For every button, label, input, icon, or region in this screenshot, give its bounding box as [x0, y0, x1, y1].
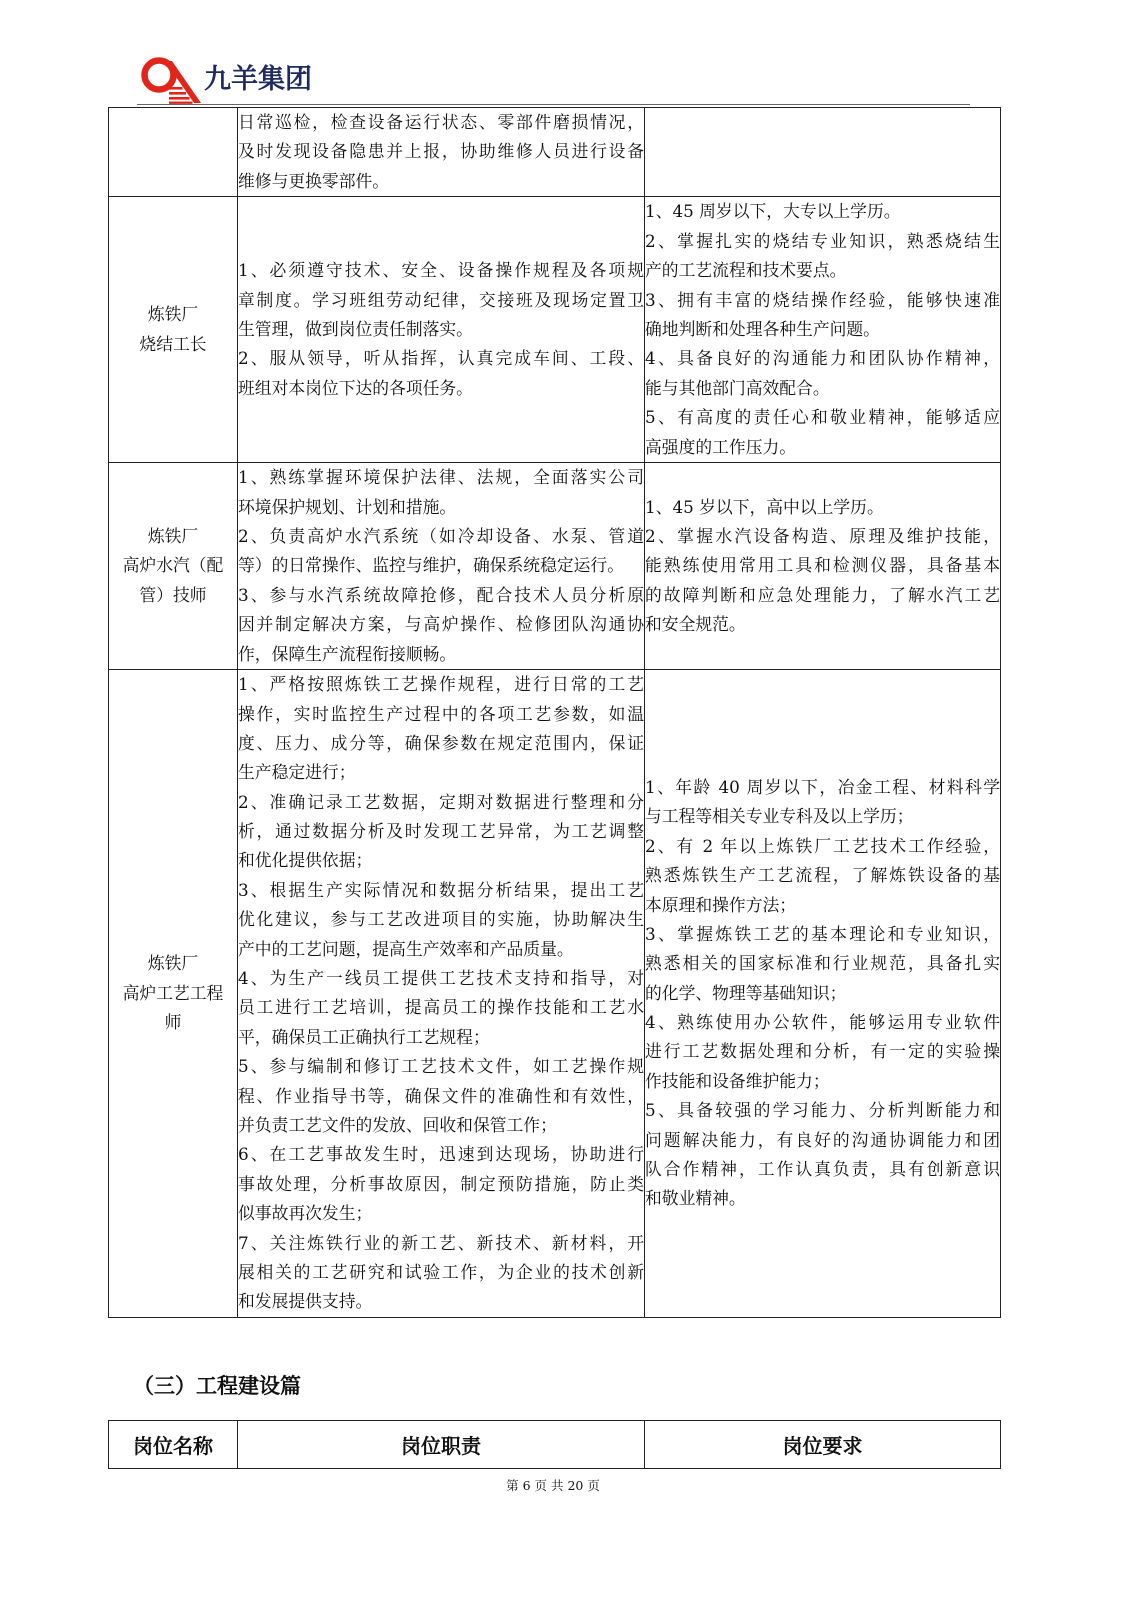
duty-line: 2、服从领导，听从指挥，认真完成车间、工段、	[238, 348, 644, 369]
duty-line: 作，保障生产流程衔接顺畅。	[238, 643, 457, 664]
job-table-continued	[108, 107, 1001, 1318]
duty-line: 及时发现设备隐患并上报，协助维修人员进行设备	[238, 141, 644, 162]
requirement-item	[645, 403, 1000, 462]
requirement-line: 的化学、物理等基础知识；	[645, 982, 847, 1003]
requirement-line: 进行工艺数据处理和分析，有一定的实验操	[645, 1041, 1000, 1062]
header-divider	[137, 104, 970, 105]
duty-line: 操作，实时监控生产过程中的各项工艺参数，如温	[238, 703, 644, 724]
requirement-line: 4、熟练使用办公软件，能够运用专业软件	[645, 1012, 1000, 1033]
requirement-item	[645, 493, 1000, 522]
duty-line: 章制度。学习班组劳动纪律，交接班及现场定置卫	[238, 289, 644, 310]
requirement-item	[645, 773, 1000, 832]
duty-line: 7、关注炼铁行业的新工艺、新技术、新材料，开	[238, 1232, 644, 1253]
duty-item	[238, 1229, 644, 1317]
requirement-line: 与工程等相关专业专科及以上学历；	[645, 806, 914, 827]
requirement-item	[645, 1008, 1000, 1096]
requirement-line: 队合作精神，工作认真负责，具有创新意识	[645, 1159, 1000, 1180]
duties-cell	[238, 463, 645, 670]
duty-line: 1、熟练掌握环境保护法律、法规，全面落实公司	[238, 467, 644, 488]
page-number: 第 6 页 共 20 页	[506, 1478, 600, 1493]
duties-cell	[238, 669, 645, 1317]
duty-line: 生产稳定进行；	[238, 762, 356, 783]
position-name-line: 师	[164, 1012, 182, 1033]
duty-line: 4、为生产一线员工提供工艺技术支持和指导，对	[238, 968, 644, 989]
section-title: （三）工程建设篇	[133, 1374, 301, 1398]
duty-line: 环境保护规划、计划和措施。	[238, 496, 457, 517]
table-row	[109, 463, 1001, 670]
requirement-item	[645, 1096, 1000, 1214]
duty-line: 5、参与编制和修订工艺技术文件，如工艺操作规	[238, 1056, 644, 1077]
duty-item	[238, 1052, 644, 1140]
requirement-line: 能熟练使用常用工具和检测仪器，具备基本	[645, 555, 1000, 576]
duty-line: 日常巡检，检查设备运行状态、零部件磨损情况，	[238, 112, 644, 132]
position-name-line: 高炉水汽（配	[122, 555, 224, 576]
table-header-row	[109, 1421, 1001, 1469]
duty-line: 展相关的工艺研究和试验工作，为企业的技术创新	[238, 1261, 644, 1282]
duty-item	[238, 788, 644, 876]
position-name-line: 炼铁厂	[147, 953, 199, 974]
duty-line: 产中的工艺问题，提高生产效率和产品质量。	[238, 938, 574, 959]
header-position-name: 岗位名称	[109, 1421, 238, 1469]
duty-line: 和发展提供支持。	[238, 1291, 373, 1312]
duty-item	[238, 522, 644, 581]
duty-item	[238, 344, 644, 403]
position-name-line: 管）技师	[139, 584, 207, 605]
requirement-item	[645, 227, 1000, 286]
requirement-item	[645, 832, 1000, 920]
requirement-line: 2、掌握扎实的烧结专业知识，熟悉烧结生	[645, 230, 1000, 251]
duty-item	[238, 108, 644, 196]
requirement-line: 5、具备较强的学习能力、分析判断能力和	[645, 1100, 1000, 1121]
requirement-line: 熟悉相关的国家标准和行业规范，具备扎实	[645, 953, 1000, 974]
requirement-line: 2、有 2 年以上炼铁厂工艺技术工作经验，	[645, 835, 1000, 856]
duty-line: 并负责工艺文件的发放、回收和保管工作；	[238, 1114, 557, 1135]
requirement-item	[645, 197, 1000, 226]
company-logo-text: 九羊集团	[204, 64, 312, 95]
duty-line: 3、根据生产实际情况和数据分析结果，提出工艺	[238, 879, 644, 900]
position-name-line: 烧结工长	[139, 333, 207, 354]
requirement-line: 高强度的工作压力。	[645, 436, 797, 457]
requirement-line: 3、拥有丰富的烧结操作经验，能够快速准	[645, 289, 1000, 310]
job-table-engineering	[108, 1420, 1001, 1469]
requirement-item	[645, 920, 1000, 1008]
requirement-line: 熟悉炼铁生产工艺流程，了解炼铁设备的基	[645, 865, 1000, 886]
requirement-item	[645, 286, 1000, 345]
position-cell	[109, 463, 238, 670]
requirements-cell	[645, 108, 1001, 197]
duty-line: 1、必须遵守技术、安全、设备操作规程及各项规	[238, 260, 644, 281]
table-row	[109, 197, 1001, 463]
duties-cell	[238, 197, 645, 463]
duty-line: 优化建议，参与工艺改进项目的实施，协助解决生	[238, 909, 644, 930]
duty-line: 6、在工艺事故发生时，迅速到达现场，协助进行	[238, 1144, 644, 1165]
duty-line: 和优化提供依据；	[238, 850, 373, 871]
duty-line: 员工进行工艺培训，提高员工的操作技能和工艺水	[238, 997, 644, 1018]
duty-line: 事故处理，分析事故原因，制定预防措施，防止类	[238, 1173, 644, 1194]
duty-item	[238, 1140, 644, 1228]
requirement-line: 和敬业精神。	[645, 1188, 746, 1209]
duty-line: 似事故再次发生；	[238, 1203, 373, 1224]
requirement-line: 1、45 岁以下，高中以上学历。	[645, 496, 884, 517]
duty-line: 2、准确记录工艺数据，定期对数据进行整理和分	[238, 791, 644, 812]
duty-item	[238, 964, 644, 1052]
requirement-line: 作技能和设备维护能力；	[645, 1070, 830, 1091]
header-duties: 岗位职责	[238, 1421, 645, 1469]
requirements-cell	[645, 669, 1001, 1317]
requirement-line: 和安全规范。	[645, 614, 746, 635]
duty-line: 程、作业指导书等，确保文件的准确性和有效性，	[238, 1085, 644, 1106]
requirement-line: 确地判断和处理各种生产问题。	[645, 318, 880, 339]
table-row	[109, 669, 1001, 1317]
duty-item	[238, 256, 644, 344]
duty-line: 平，确保员工正确执行工艺规程；	[238, 1026, 490, 1047]
requirements-cell	[645, 463, 1001, 670]
duty-line: 1、严格按照炼铁工艺操作规程，进行日常的工艺	[238, 674, 644, 695]
requirement-item	[645, 522, 1000, 640]
requirement-line: 产的工艺流程和技术要点。	[645, 260, 847, 281]
table-row	[109, 108, 1001, 197]
requirement-item	[645, 344, 1000, 403]
requirement-line: 能与其他部门高效配合。	[645, 377, 830, 398]
position-name-line: 炼铁厂	[147, 525, 199, 546]
duty-line: 度、压力、成分等，确保参数在规定范围内，保证	[238, 732, 644, 753]
duty-item	[238, 670, 644, 788]
requirements-cell	[645, 197, 1001, 463]
duty-line: 生管理，做到岗位责任制落实。	[238, 318, 473, 339]
requirement-line: 4、具备良好的沟通能力和团队协作精神，	[645, 348, 1000, 369]
duty-line: 析，通过数据分析及时发现工艺异常，为工艺调整	[238, 821, 644, 842]
duty-line: 因并制定解决方案，与高炉操作、检修团队沟通协	[238, 614, 644, 635]
jiuyang-logo-mark-icon	[139, 54, 205, 106]
requirement-line: 2、掌握水汽设备构造、原理及维护技能，	[645, 525, 1000, 546]
requirement-line: 本原理和操作方法；	[645, 894, 797, 915]
duty-line: 等）的日常操作、监控与维护，确保系统稳定运行。	[238, 555, 624, 576]
requirement-line: 1、年龄 40 周岁以下，冶金工程、材料科学	[645, 776, 1000, 797]
position-cell	[109, 108, 238, 197]
duties-cell	[238, 108, 645, 197]
duty-line: 3、参与水汽系统故障抢修，配合技术人员分析原	[238, 584, 644, 605]
header-requirements: 岗位要求	[645, 1421, 1001, 1469]
duty-line: 2、负责高炉水汽系统（如冷却设备、水泵、管道	[238, 525, 644, 546]
requirement-line: 5、有高度的责任心和敬业精神，能够适应	[645, 407, 1000, 428]
requirement-line: 的故障判断和应急处理能力，了解水汽工艺	[645, 584, 1000, 605]
position-name-line: 高炉工艺工程	[122, 982, 224, 1003]
requirement-line: 1、45 周岁以下，大专以上学历。	[645, 201, 901, 222]
duty-line: 维修与更换零部件。	[238, 170, 390, 191]
duty-line: 班组对本岗位下达的各项任务。	[238, 377, 473, 398]
requirement-line: 3、掌握炼铁工艺的基本理论和专业知识，	[645, 923, 1000, 944]
position-cell	[109, 197, 238, 463]
duty-item	[238, 463, 644, 522]
position-name-line: 炼铁厂	[147, 304, 199, 325]
duty-item	[238, 581, 644, 669]
position-cell	[109, 669, 238, 1317]
duty-item	[238, 876, 644, 964]
requirement-line: 问题解决能力，有良好的沟通协调能力和团	[645, 1129, 1000, 1150]
